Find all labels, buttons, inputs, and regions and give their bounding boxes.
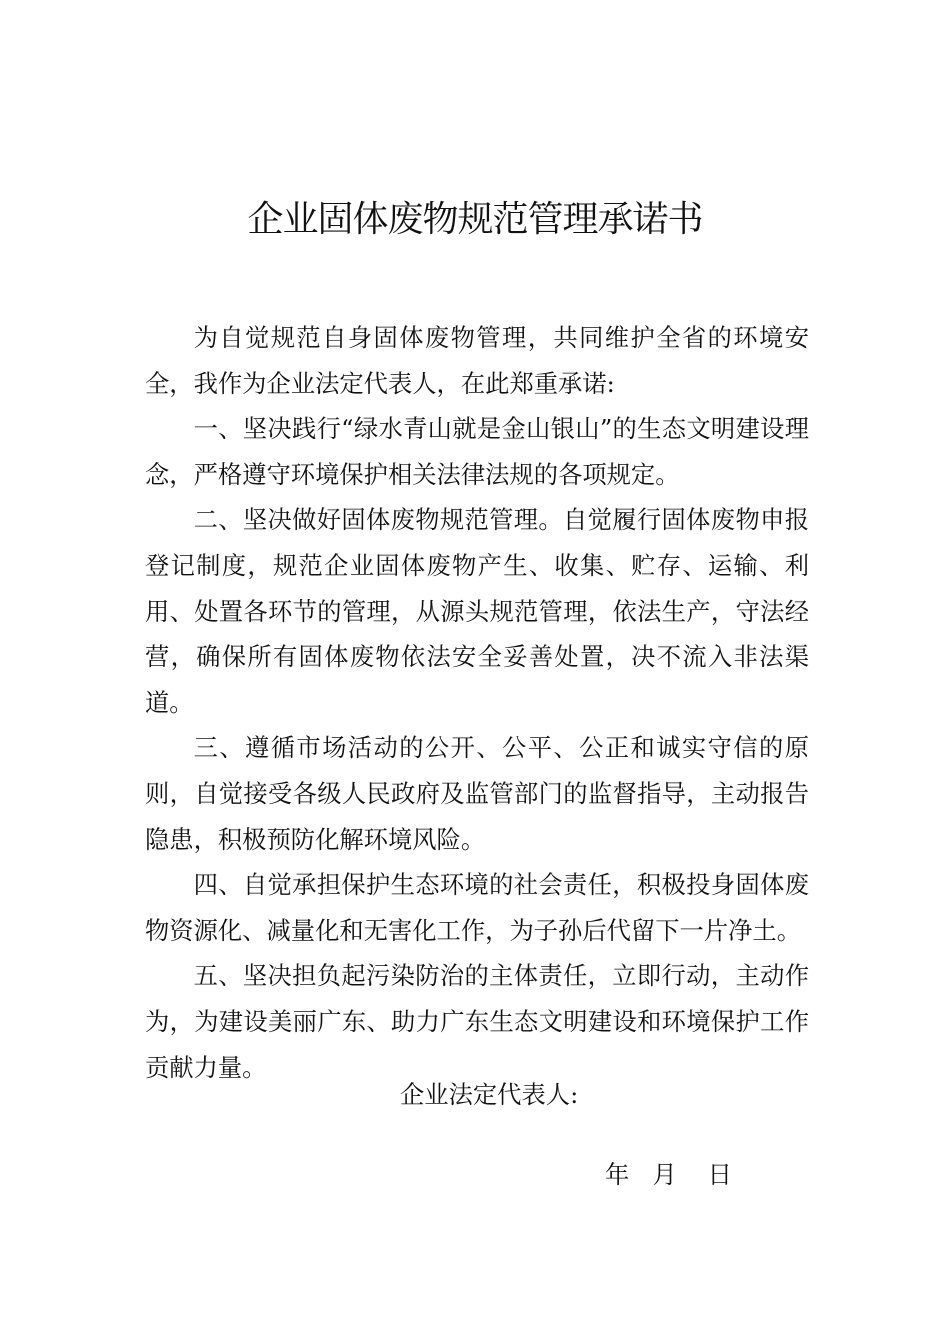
signature-label: 企业法定代表人:	[400, 1080, 579, 1109]
intro-paragraph: 为自觉规范自身固体废物管理，共同维护全省的环境安全，我作为企业法定代表人，在此郑重承诺:	[145, 323, 809, 398]
pledge-paragraph-5: 五、坚决担负起污染防治的主体责任，立即行动，主动作为，为建设美丽广东、助力广东生态文明建设和环境保护工作贡献力量。	[145, 961, 809, 1082]
pledge-paragraph-2: 二、坚决做好固体废物规范管理。自觉履行固体废物申报登记制度，规范企业固体废物产生、收集、贮存、运输、利用、处置各环节的管理，从源头规范管理，依法生产，守法经营，确保所有固体废物依法安全妥善处置，决不流入非法渠道。	[145, 505, 809, 717]
pledge-paragraph-3: 三、遵循市场活动的公开、公平、公正和诚实守信的原则，自觉接受各级人民政府及监管部门的监督指导，主动报告隐患，积极预防化解环境风险。	[145, 733, 809, 854]
date-line: 年 月 日	[605, 1160, 732, 1189]
pledge-paragraph-4: 四、自觉承担保护生态环境的社会责任，积极投身固体废物资源化、减量化和无害化工作，为子孙后代留下一片净土。	[145, 870, 809, 945]
document-body	[145, 315, 809, 1090]
document-title: 企业固体废物规范管理承诺书	[247, 199, 703, 240]
pledge-paragraph-1: 一、坚决践行“绿水青山就是金山银山”的生态文明建设理念，严格遵守环境保护相关法律法规的各项规定。	[145, 414, 809, 489]
